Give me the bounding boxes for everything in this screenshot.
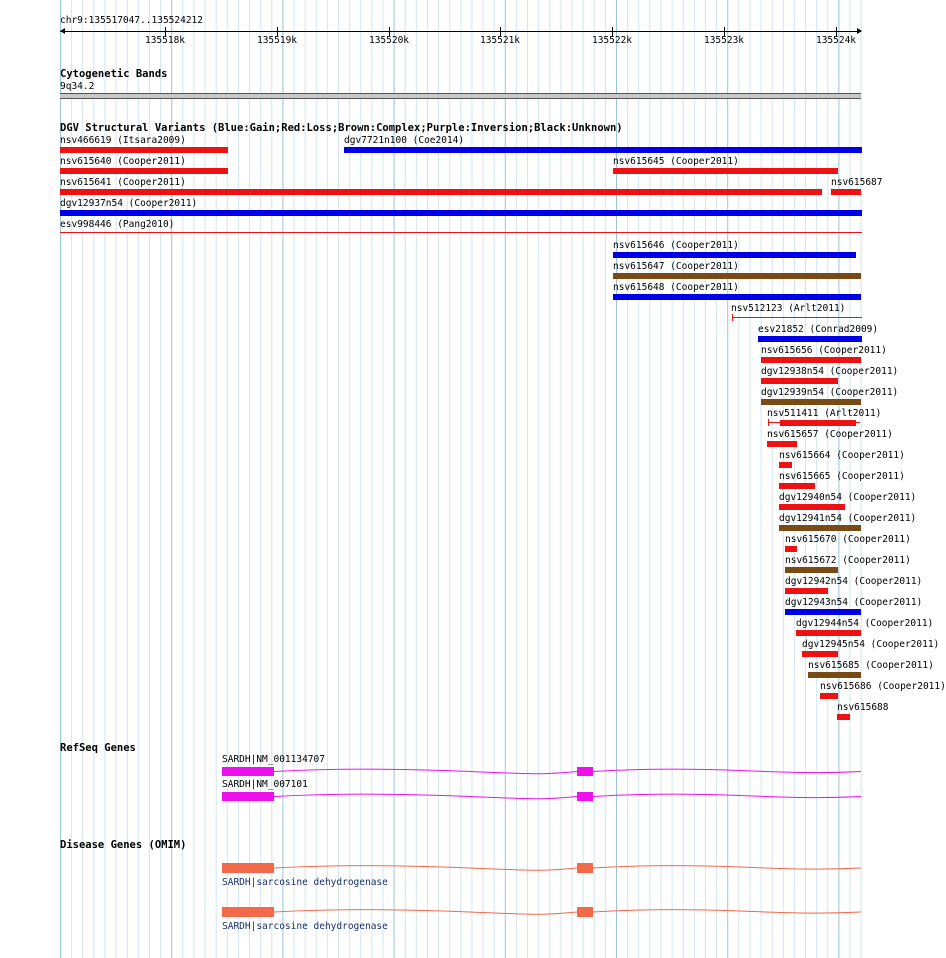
omim-gene-intron-line (0, 853, 890, 883)
cytoband-track-title: Cytogenetic Bands (60, 68, 168, 80)
dgv-feature-bar[interactable] (60, 232, 862, 233)
dgv-feature-bar[interactable] (796, 630, 861, 636)
ruler-tick-label: 135523k (703, 35, 745, 46)
dgv-feature-bar[interactable] (780, 420, 856, 426)
dgv-feature-bar[interactable] (60, 147, 228, 153)
dgv-feature-label: dgv12943n54 (Cooper2011) (785, 597, 923, 608)
ruler-tick-label: 135524k (815, 35, 857, 46)
dgv-feature-bar[interactable] (613, 168, 838, 174)
ruler-right-arrow-icon (857, 28, 862, 34)
dgv-feature-label: dgv12944n54 (Cooper2011) (796, 618, 934, 629)
dgv-feature-label: nsv615670 (Cooper2011) (785, 534, 911, 545)
dgv-feature-bar[interactable] (60, 168, 228, 174)
dgv-feature-bar[interactable] (779, 525, 861, 531)
dgv-feature-label: nsv615672 (Cooper2011) (785, 555, 911, 566)
cytoband-label: 9q34.2 (60, 81, 95, 92)
dgv-feature-bar[interactable] (808, 672, 861, 678)
dgv-feature-bar[interactable] (613, 294, 861, 300)
omim-gene-intron-line (0, 897, 890, 927)
dgv-feature-label: nsv615645 (Cooper2011) (613, 156, 739, 167)
cytoband-bar[interactable] (60, 93, 861, 99)
dgv-feature-bar[interactable] (785, 609, 861, 615)
dgv-feature-label: nsv615687 (831, 177, 883, 188)
ruler-tick-label: 135520k (368, 35, 410, 46)
dgv-feature-bar[interactable] (785, 588, 828, 594)
dgv-feature-cap (768, 419, 769, 426)
dgv-feature-label: nsv512123 (Arlt2011) (731, 303, 846, 314)
dgv-track-title: DGV Structural Variants (Blue:Gain;Red:Loss;Brown:Complex;Purple:Inversion;Black:Unknown) (60, 122, 623, 134)
refseq-transcript-exon[interactable] (577, 792, 593, 801)
dgv-feature-whisker (768, 422, 860, 423)
dgv-feature-label: nsv615641 (Cooper2011) (60, 177, 186, 188)
dgv-feature-label: nsv615656 (Cooper2011) (761, 345, 887, 356)
refseq-track-title: RefSeq Genes (60, 742, 136, 754)
refseq-transcript-label: SARDH|NM_001134707 (222, 754, 325, 765)
ruler-axis (60, 31, 861, 32)
dgv-feature-label: nsv615647 (Cooper2011) (613, 261, 739, 272)
omim-gene-exon[interactable] (577, 907, 593, 917)
dgv-feature-label: nsv615664 (Cooper2011) (779, 450, 905, 461)
dgv-feature-bar[interactable] (779, 483, 815, 489)
dgv-feature-bar[interactable] (60, 210, 862, 216)
refseq-transcript-exon[interactable] (222, 792, 274, 801)
dgv-feature-label: dgv7721n100 (Coe2014) (344, 135, 465, 146)
dgv-feature-label: nsv466619 (Itsara2009) (60, 135, 186, 146)
omim-gene-exon[interactable] (577, 863, 593, 873)
ruler-tick-label: 135522k (591, 35, 633, 46)
omim-track-title: Disease Genes (OMIM) (60, 839, 187, 851)
dgv-feature-label: dgv12941n54 (Cooper2011) (779, 513, 917, 524)
dgv-feature-bar[interactable] (779, 462, 792, 468)
ruler-tick-label: 135521k (479, 35, 521, 46)
dgv-feature-label: dgv12942n54 (Cooper2011) (785, 576, 923, 587)
omim-gene-exon[interactable] (222, 907, 274, 917)
dgv-feature-label: nsv615688 (837, 702, 889, 713)
dgv-feature-bar[interactable] (779, 504, 845, 510)
dgv-feature-bar[interactable] (758, 336, 862, 342)
dgv-feature-label: esv998446 (Pang2010) (60, 219, 175, 230)
omim-gene-label: SARDH|sarcosine dehydrogenase (222, 877, 388, 888)
dgv-feature-label: dgv12939n54 (Cooper2011) (761, 387, 899, 398)
dgv-feature-bar[interactable] (837, 714, 850, 720)
dgv-feature-label: nsv615665 (Cooper2011) (779, 471, 905, 482)
dgv-feature-bar[interactable] (344, 147, 862, 153)
refseq-transcript-intron-line (0, 782, 890, 812)
dgv-feature-bar[interactable] (761, 357, 861, 363)
dgv-feature-bar[interactable] (831, 189, 861, 195)
omim-gene-exon[interactable] (222, 863, 274, 873)
ruler-tick-label: 135518k (144, 35, 186, 46)
dgv-feature-cap (732, 314, 733, 321)
dgv-feature-label: nsv511411 (Arlt2011) (767, 408, 882, 419)
dgv-feature-label: dgv12937n54 (Cooper2011) (60, 198, 198, 209)
ruler-left-arrow-icon (60, 28, 65, 34)
dgv-feature-label: nsv615657 (Cooper2011) (767, 429, 893, 440)
refseq-transcript-exon[interactable] (222, 767, 274, 776)
dgv-feature-bar[interactable] (761, 399, 861, 405)
dgv-feature-label: nsv615648 (Cooper2011) (613, 282, 739, 293)
dgv-feature-bar[interactable] (767, 441, 797, 447)
dgv-feature-label: nsv615686 (Cooper2011) (820, 681, 946, 692)
omim-gene-label: SARDH|sarcosine dehydrogenase (222, 921, 388, 932)
dgv-feature-label: dgv12938n54 (Cooper2011) (761, 366, 899, 377)
dgv-feature-bar[interactable] (820, 693, 838, 699)
dgv-feature-bar[interactable] (613, 273, 861, 279)
dgv-feature-label: nsv615685 (Cooper2011) (808, 660, 934, 671)
dgv-feature-label: dgv12945n54 (Cooper2011) (802, 639, 940, 650)
dgv-feature-bar[interactable] (732, 317, 862, 318)
dgv-feature-bar[interactable] (761, 378, 838, 384)
refseq-transcript-exon[interactable] (577, 767, 593, 776)
refseq-transcript-label: SARDH|NM_007101 (222, 779, 308, 790)
dgv-feature-label: dgv12940n54 (Cooper2011) (779, 492, 917, 503)
ruler-range-label: chr9:135517047..135524212 (60, 15, 203, 26)
dgv-feature-bar[interactable] (613, 252, 856, 258)
dgv-feature-label: nsv615640 (Cooper2011) (60, 156, 186, 167)
dgv-feature-bar[interactable] (802, 651, 838, 657)
dgv-feature-label: esv21852 (Conrad2009) (758, 324, 879, 335)
ruler-tick-label: 135519k (256, 35, 298, 46)
dgv-feature-bar[interactable] (785, 546, 797, 552)
dgv-feature-label: nsv615646 (Cooper2011) (613, 240, 739, 251)
dgv-feature-bar[interactable] (785, 567, 838, 573)
dgv-feature-bar[interactable] (60, 189, 822, 195)
